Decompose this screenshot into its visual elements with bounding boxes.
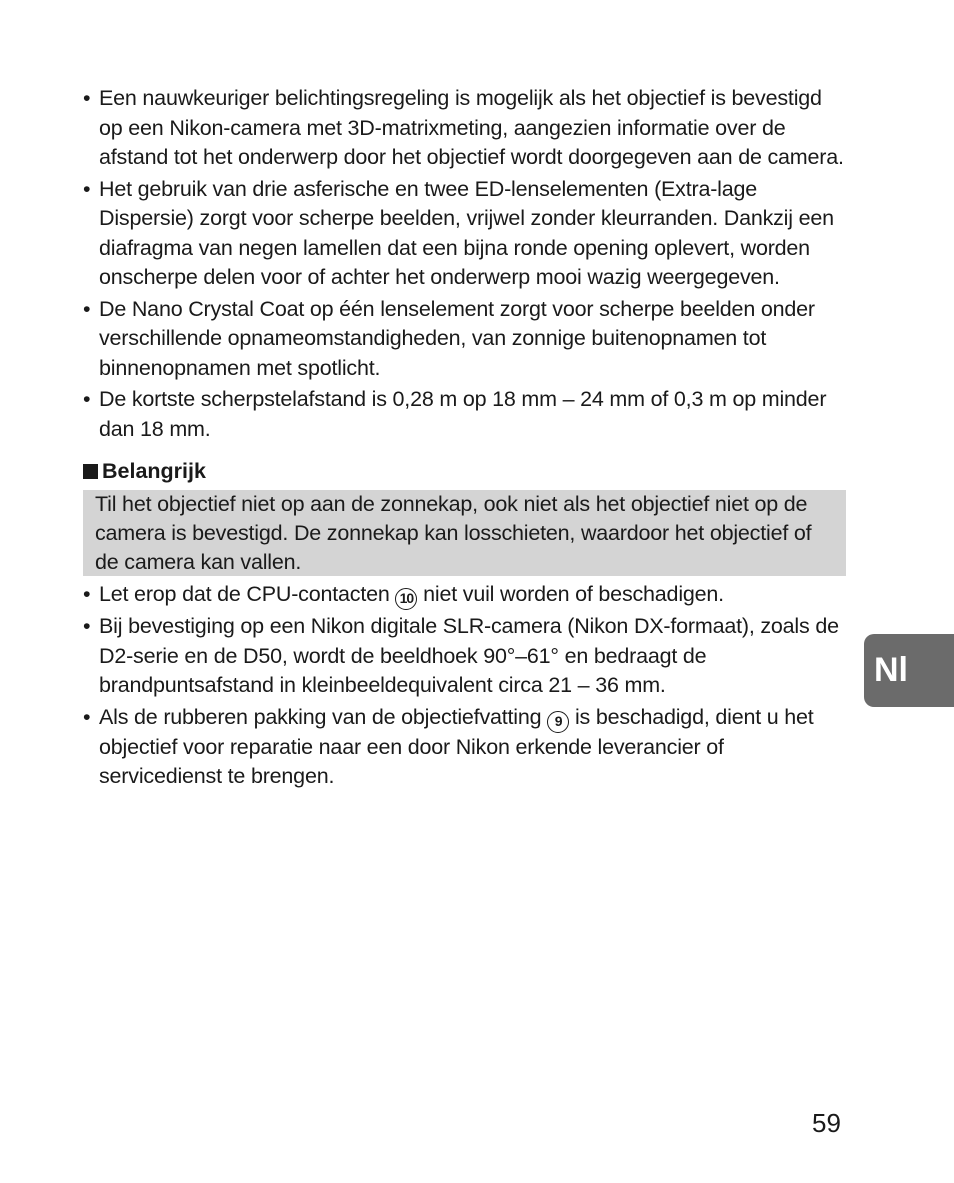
circled-number-10-icon: 10: [395, 588, 417, 610]
list-item-cpu-contacts: • Let erop dat de CPU-contacten 10 niet vuil worden of beschadigen.: [83, 580, 848, 610]
feature-list: [83, 84, 848, 446]
page-number: 59: [812, 1108, 841, 1138]
list-item-mount-gasket: • Als de rubberen pakking van de objectiefvatting 9 is beschadigd, dient u het objectief voor reparatie naar een door Nikon erkende leverancier of servicedienst te brengen.: [83, 703, 848, 792]
important-heading: [83, 456, 206, 486]
list-item: • De kortste scherpstelafstand is 0,28 m op 18 mm – 24 mm of 0,3 m op minder dan 18 mm.: [83, 385, 848, 444]
language-tab: Nl: [864, 634, 954, 707]
list-item: • De Nano Crystal Coat op één lenselement zorgt voor scherpe beelden onder verschillende opnameomstandigheden, van zonnige buitenopnamen tot binnenopnamen met spotlicht.: [83, 295, 848, 384]
important-heading-text: Belangrijk: [102, 459, 206, 483]
list-item: • Een nauwkeuriger belichtingsregeling is mogelijk als het objectief is bevestigd op een Nikon-camera met 3D-matrixmeting, aangezien informatie over de afstand tot het onderwerp door het objectief wordt doorgegeven aan de camera.: [83, 84, 848, 173]
caution-list: [83, 580, 848, 794]
circled-number-9-icon: 9: [547, 711, 569, 733]
list-item-dx-format: • Bij bevestiging op een Nikon digitale SLR-camera (Nikon DX-formaat), zoals de D2-serie en de D50, wordt de beeldhoek 90°–61° en bedraagt de brandpuntsafstand in kleinbeeldequivalent circa 21 – 36 mm.: [83, 612, 848, 701]
important-note-text: Til het objectief niet op aan de zonnekap, ook niet als het objectief niet op de camera is bevestigd. De zonnekap kan losschieten, waardoor het objectief of de camera kan vallen.: [95, 492, 812, 574]
important-note-box: [83, 490, 846, 576]
list-item: • Het gebruik van drie asferische en twee ED-lenselementen (Extra-lage Dispersie) zorgt voor scherpe beelden, vrijwel zonder kleurranden. Dankzij een diafragma van negen lamellen dat een bijna ronde opening oplevert, worden onscherpe delen voor of achter het onderwerp mooi wazig weergegeven.: [83, 175, 848, 293]
square-bullet-icon: [83, 464, 98, 479]
